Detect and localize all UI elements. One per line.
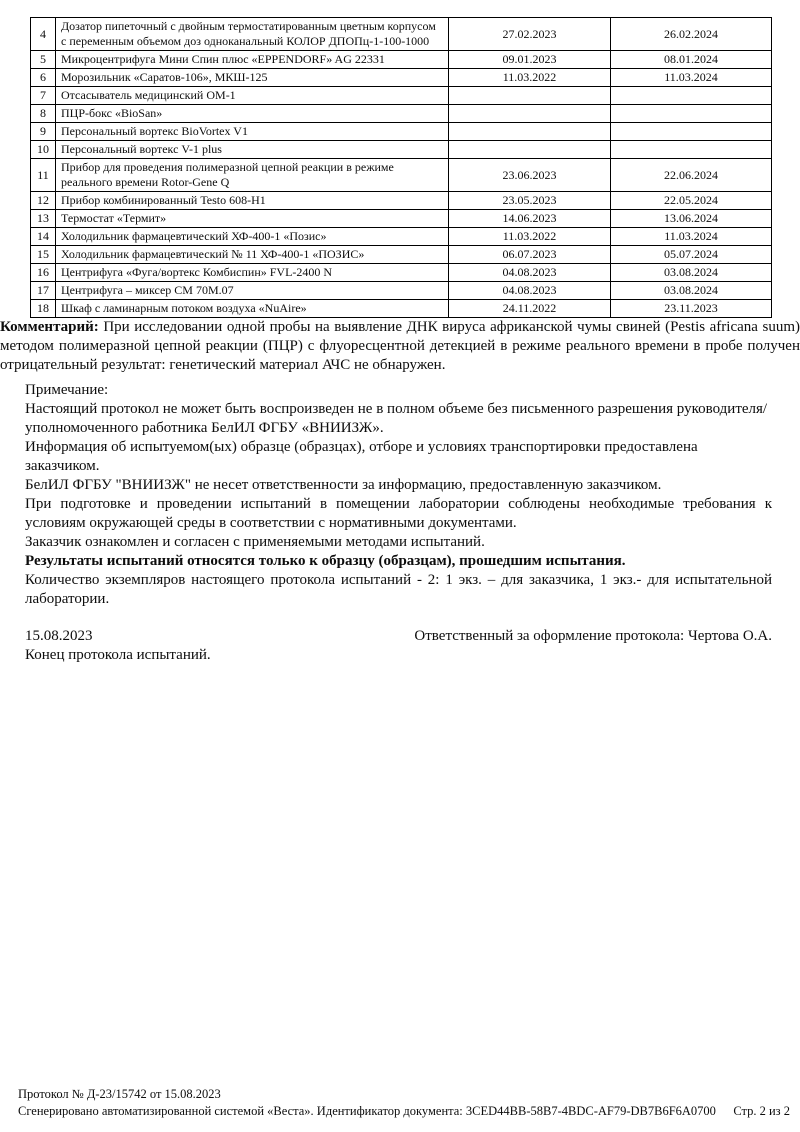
equipment-name-cell: Холодильник фармацевтический ХФ-400-1 «Позис»	[56, 228, 449, 246]
row-number-cell: 17	[31, 282, 56, 300]
comment-text: При исследовании одной пробы на выявление ДНК вируса африканской чумы свиней (Pestis africana suum) методом полимеразной цепной реакции (ПЦР) с флуоресцентной детекцией в режиме реального времени в пробе получен отрицательный результат: генетический материал АЧС не обнаружен.	[0, 319, 800, 373]
equipment-name-cell: Отсасыватель медицинский ОМ-1	[56, 87, 449, 105]
equipment-name-cell: ПЦР-бокс «BioSan»	[56, 105, 449, 123]
equipment-name-cell: Микроцентрифуга Мини Спин плюс «EPPENDORF» AG 22331	[56, 51, 449, 69]
row-number-cell: 8	[31, 105, 56, 123]
note-line: Заказчик ознакомлен и согласен с применяемыми методами испытаний.	[25, 534, 485, 550]
calibration-due-cell: 11.03.2024	[611, 69, 772, 87]
equipment-table-body	[31, 18, 772, 318]
row-number-cell: 18	[31, 300, 56, 318]
equipment-name-cell: Прибор комбинированный Testo 608-H1	[56, 192, 449, 210]
row-number-cell: 16	[31, 264, 56, 282]
calibration-date-cell: 23.06.2023	[449, 159, 611, 192]
calibration-due-cell: 08.01.2024	[611, 51, 772, 69]
table-row	[31, 210, 772, 228]
end-of-protocol-line: Конец протокола испытаний.	[25, 647, 211, 663]
table-row	[31, 192, 772, 210]
calibration-date-cell: 11.03.2022	[449, 228, 611, 246]
table-row	[31, 228, 772, 246]
calibration-due-cell: 23.11.2023	[611, 300, 772, 318]
calibration-due-cell: 26.02.2024	[611, 18, 772, 51]
note-line: Настоящий протокол не может быть воспроизведен не в полном объеме без письменного разрешения руководителя/уполномоченного работника БелИЛ ФГБУ «ВНИИЗЖ».	[25, 401, 768, 436]
table-row	[31, 264, 772, 282]
calibration-date-cell: 04.08.2023	[449, 282, 611, 300]
calibration-due-cell: 11.03.2024	[611, 228, 772, 246]
row-number-cell: 9	[31, 123, 56, 141]
table-row	[31, 159, 772, 192]
document-content	[0, 17, 800, 665]
table-row	[31, 18, 772, 51]
signoff-responsible: Ответственный за оформление протокола: Чертова О.А.	[414, 628, 772, 644]
equipment-name-cell: Термостат «Термит»	[56, 210, 449, 228]
note-line: БелИЛ ФГБУ "ВНИИЗЖ" не несет ответственности за информацию, предоставленную заказчиком.	[25, 477, 662, 493]
calibration-date-cell	[449, 105, 611, 123]
notes-list	[25, 400, 772, 609]
table-row	[31, 87, 772, 105]
calibration-date-cell: 09.01.2023	[449, 51, 611, 69]
notes-section	[25, 381, 772, 609]
note-line: Информация об испытуемом(ых) образце (образцах), отборе и условиях транспортировки предоставлена заказчиком.	[25, 439, 698, 474]
signoff-date: 15.08.2023	[25, 628, 93, 644]
calibration-due-cell	[611, 105, 772, 123]
table-row	[31, 141, 772, 159]
footer-generated-line: Сгенерировано автоматизированной системой «Веста». Идентификатор документа: 3CED44BB-58B7-4BDC-AF79-DB7B6F6A0700	[18, 1104, 716, 1118]
calibration-due-cell: 22.05.2024	[611, 192, 772, 210]
table-row	[31, 69, 772, 87]
calibration-date-cell: 24.11.2022	[449, 300, 611, 318]
footer	[18, 1086, 790, 1120]
table-row	[31, 123, 772, 141]
calibration-date-cell: 27.02.2023	[449, 18, 611, 51]
row-number-cell: 11	[31, 159, 56, 192]
calibration-date-cell	[449, 87, 611, 105]
row-number-cell: 6	[31, 69, 56, 87]
row-number-cell: 12	[31, 192, 56, 210]
table-row	[31, 282, 772, 300]
calibration-due-cell: 22.06.2024	[611, 159, 772, 192]
equipment-table	[30, 17, 772, 318]
footer-page-indicator: Стр. 2 из 2	[733, 1104, 790, 1118]
calibration-date-cell: 06.07.2023	[449, 246, 611, 264]
calibration-due-cell	[611, 87, 772, 105]
footer-row	[18, 1103, 790, 1120]
equipment-name-cell: Прибор для проведения полимеразной цепной реакции в режиме реального времени Rotor-Gene Q	[56, 159, 449, 192]
signoff-row	[25, 627, 772, 646]
equipment-name-cell: Морозильник «Саратов-106», МКШ-125	[56, 69, 449, 87]
equipment-name-cell: Холодильник фармацевтический № 11 ХФ-400-1 «ПОЗИС»	[56, 246, 449, 264]
equipment-name-cell: Центрифуга – миксер СМ 70М.07	[56, 282, 449, 300]
row-number-cell: 14	[31, 228, 56, 246]
calibration-date-cell	[449, 123, 611, 141]
calibration-date-cell: 14.06.2023	[449, 210, 611, 228]
table-row	[31, 105, 772, 123]
comment-label: Комментарий:	[0, 319, 99, 335]
row-number-cell: 5	[31, 51, 56, 69]
calibration-due-cell	[611, 141, 772, 159]
equipment-name-cell: Персональный вортекс V-1 plus	[56, 141, 449, 159]
calibration-date-cell: 11.03.2022	[449, 69, 611, 87]
note-line: При подготовке и проведении испытаний в помещении лаборатории соблюдены необходимые требования к условиям окружающей среды в соответствии с нормативными документами.	[25, 496, 772, 531]
notes-title: Примечание:	[25, 382, 109, 398]
table-row	[31, 300, 772, 318]
table-row	[31, 51, 772, 69]
table-row	[31, 246, 772, 264]
equipment-name-cell: Дозатор пипеточный с двойным термостатированным цветным корпусом с переменным объемом доз одноканальный КОЛОР ДПОПц-1-100-1000	[56, 18, 449, 51]
equipment-name-cell: Персональный вортекс BioVortex V1	[56, 123, 449, 141]
calibration-date-cell: 04.08.2023	[449, 264, 611, 282]
calibration-due-cell: 03.08.2024	[611, 264, 772, 282]
footer-protocol-number: Протокол № Д-23/15742 от 15.08.2023	[18, 1087, 221, 1101]
calibration-due-cell	[611, 123, 772, 141]
comment-paragraph	[0, 318, 800, 375]
note-line: Результаты испытаний относятся только к образцу (образцам), прошедшим испытания.	[25, 553, 626, 569]
calibration-date-cell	[449, 141, 611, 159]
note-line: Количество экземпляров настоящего протокола испытаний - 2: 1 экз. – для заказчика, 1 экз.- для испытательной лаборатории.	[25, 572, 772, 607]
row-number-cell: 7	[31, 87, 56, 105]
equipment-name-cell: Шкаф с ламинарным потоком воздуха «NuAire»	[56, 300, 449, 318]
calibration-due-cell: 05.07.2024	[611, 246, 772, 264]
calibration-due-cell: 03.08.2024	[611, 282, 772, 300]
row-number-cell: 15	[31, 246, 56, 264]
row-number-cell: 13	[31, 210, 56, 228]
calibration-due-cell: 13.06.2024	[611, 210, 772, 228]
equipment-name-cell: Центрифуга «Фуга/вортекс Комбиспин» FVL-2400 N	[56, 264, 449, 282]
row-number-cell: 4	[31, 18, 56, 51]
calibration-date-cell: 23.05.2023	[449, 192, 611, 210]
row-number-cell: 10	[31, 141, 56, 159]
